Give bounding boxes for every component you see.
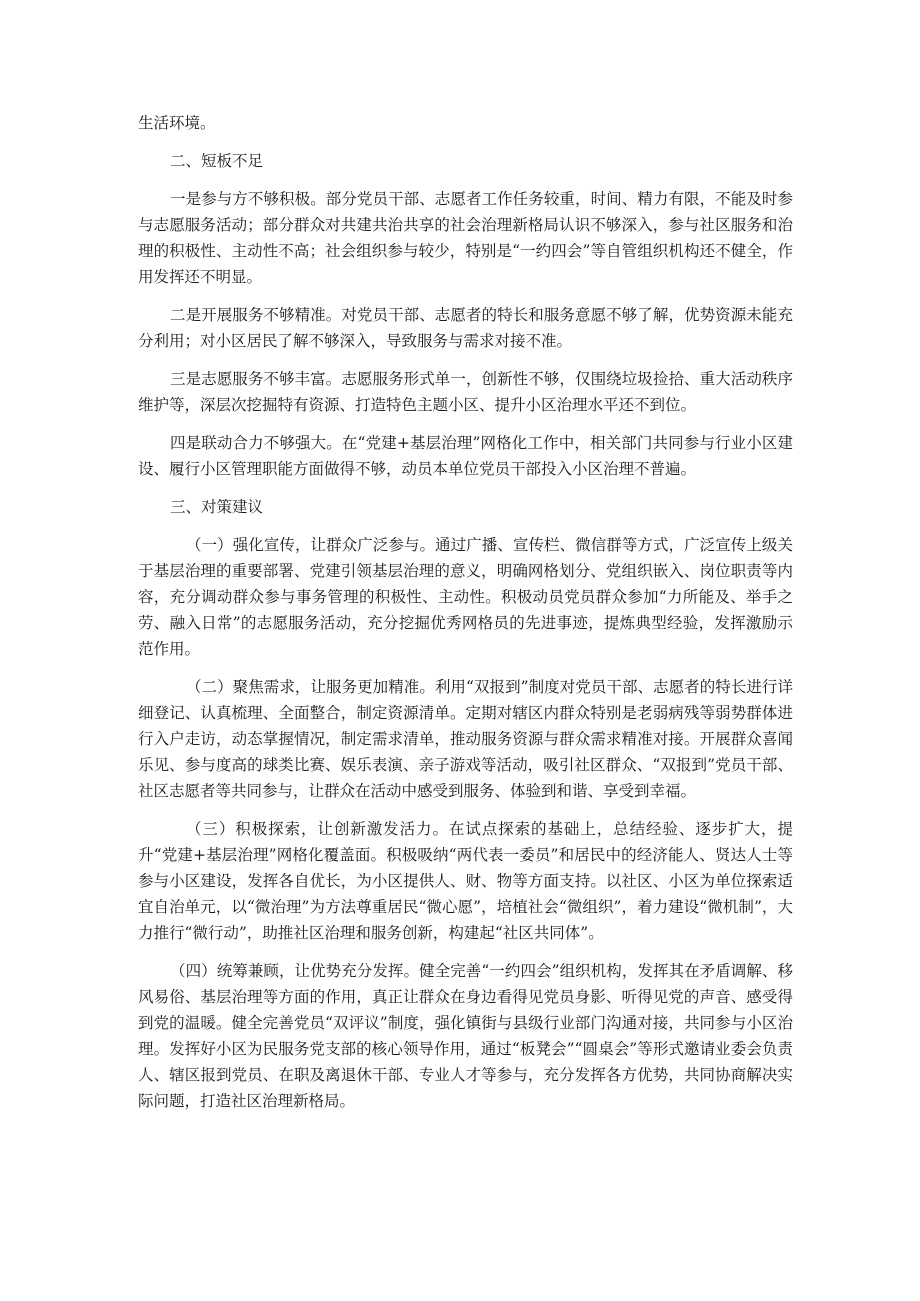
paragraph-shortcoming-3: 三是志愿服务不够丰富。志愿服务形式单一，创新性不够，仅围绕垃圾捡拾、重大活动秩序维护等，深层次挖掘特有资源、打造特色主题小区、提升小区治理水平还不到位。 (138, 370, 793, 414)
paragraph-shortcoming-4: 四是联动合力不够强大。在“党建+基层治理”网格化工作中，相关部门共同参与行业小区建设、履行小区管理职能方面做得不够，动员本单位党员干部投入小区治理不普遍。 (138, 434, 793, 478)
paragraph-shortcoming-1: 一是参与方不够积极。部分党员干部、志愿者工作任务较重，时间、精力有限，不能及时参与志愿服务活动；部分群众对共建共治共享的社会治理新格局认识不够深入，参与社区服务和治理的积极性、主动性不高；社会组织参与较少，特别是“一约四会”等自管组织机构还不健全，作用发挥还不明显。 (138, 190, 793, 286)
paragraph-countermeasure-3: （三）积极探索，让创新激发活力。在试点探索的基础上，总结经验、逐步扩大，提升“党建+基层治理”网格化覆盖面。积极吸纳“两代表一委员”和居民中的经济能人、贤达人士等参与小区建设，发挥各自优长，为小区提供人、财、物等方面支持。以社区、小区为单位探索适宜自治单元，以“微治理”为方法尊重居民“微心愿”，培植社会“微组织”，着力建设“微机制”，大力推行“微行动”，助推社区治理和服务创新，构建起“社区共同体”。 (138, 820, 793, 942)
section-heading-countermeasures: 三、对策建议 (170, 498, 264, 516)
section-heading-shortcomings: 二、短板不足 (170, 152, 264, 170)
paragraph-countermeasure-2: （二）聚焦需求，让服务更加精准。利用“双报到”制度对党员干部、志愿者的特长进行详细登记、认真梳理、全面整合，制定资源清单。定期对辖区内群众特别是老弱病残等弱势群体进行入户走访，动态掌握情况，制定需求清单，推动服务资源与群众需求精准对接。开展群众喜闻乐见、参与度高的球类比赛、娱乐表演、亲子游戏等活动，吸引社区群众、“双报到”党员干部、社区志愿者等共同参与，让群众在活动中感受到服务、体验到和谐、享受到幸福。 (138, 678, 793, 800)
paragraph-shortcoming-2: 二是开展服务不够精准。对党员干部、志愿者的特长和服务意愿不够了解，优势资源未能充分利用；对小区居民了解不够深入，导致服务与需求对接不准。 (138, 306, 793, 350)
document-body (138, 110, 793, 1126)
paragraph-countermeasure-4: （四）统筹兼顾，让优势充分发挥。健全完善“一约四会”组织机构，发挥其在矛盾调解、移风易俗、基层治理等方面的作用，真正让群众在身边看得见党员身影、听得见党的声音、感受得到党的温暖。健全完善党员“双评议”制度，强化镇街与县级行业部门沟通对接，共同参与小区治理。发挥好小区为民服务党支部的核心领导作用，通过“板凳会”“圆桌会”等形式邀请业委会负责人、辖区报到党员、在职及离退休干部、专业人才等参与，充分发挥各方优势，共同协商解决实际问题，打造社区治理新格局。 (138, 962, 793, 1110)
paragraph-countermeasure-1: （一）强化宣传，让群众广泛参与。通过广播、宣传栏、微信群等方式，广泛宣传上级关于基层治理的重要部署、党建引领基层治理的意义，明确网格划分、党组织嵌入、岗位职责等内容，充分调动群众参与事务管理的积极性、主动性。积极动员党员群众参加“力所能及、举手之劳、融入日常”的志愿服务活动，充分挖掘优秀网格员的先进事迹，提炼典型经验，发挥激励示范作用。 (138, 536, 793, 658)
paragraph-continuation: 生活环境。 (138, 114, 216, 132)
